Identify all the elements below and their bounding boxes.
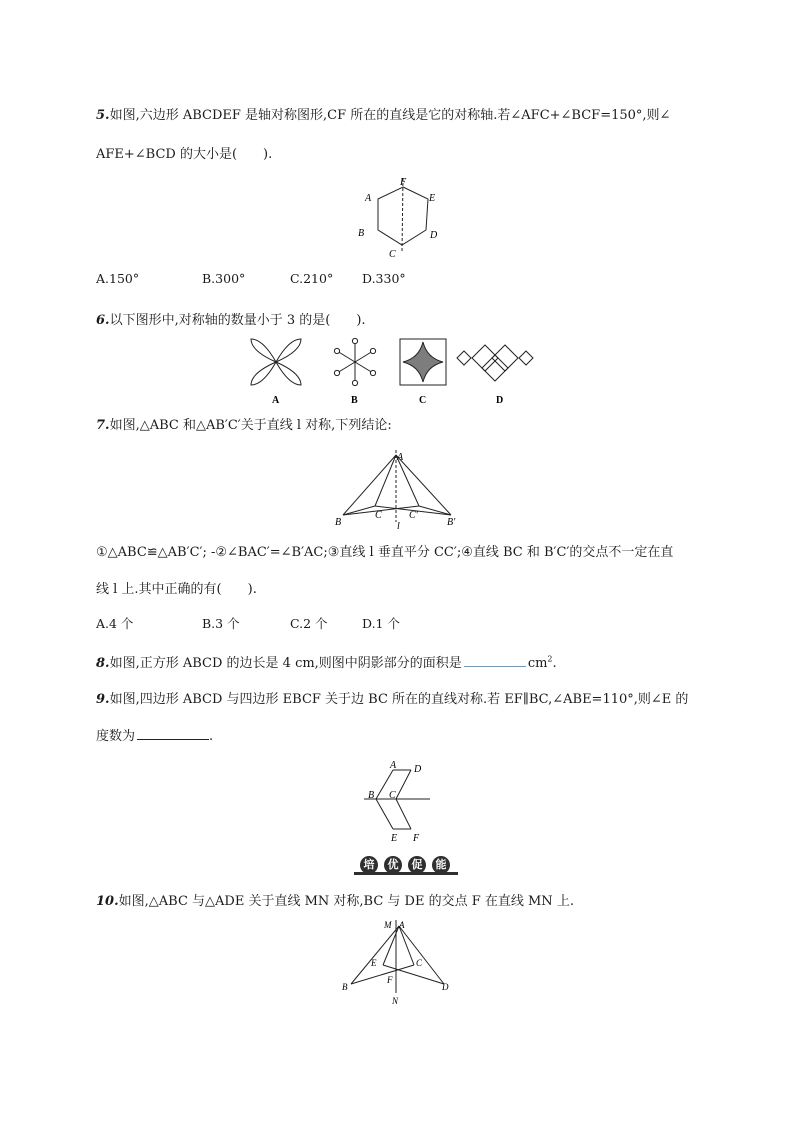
q9-answer-blank[interactable]: [137, 729, 209, 740]
figure-label-d: D: [496, 395, 504, 406]
q5-stem-line2: AFE+∠BCD 的大小是( ).: [96, 147, 273, 162]
label-B: B: [335, 517, 342, 528]
label-l: l: [397, 521, 400, 532]
q9-stem-line2: 度数为: [96, 729, 136, 744]
q5-stem-line1: 如图,六边形 ABCDEF 是轴对称图形,CF 所在的直线是它的对称轴.若∠AFC+∠BCF=150°,则∠: [109, 108, 671, 123]
figure-d-diamonds: [457, 345, 533, 381]
label-E: E: [429, 193, 436, 204]
q7-triangles-figure: [333, 448, 467, 532]
label-C: C: [375, 510, 382, 521]
symmetry-axis: [402, 178, 403, 252]
figure-label-b: B: [351, 395, 358, 406]
label-F: F: [400, 177, 407, 188]
q5-option-d: D.330°: [362, 271, 406, 286]
q7-number: 7.: [96, 418, 110, 433]
q7-option-b: B.3 个: [202, 616, 240, 631]
q5-line1: [96, 104, 670, 123]
figure-label-c: C: [419, 395, 427, 406]
label-M: M: [384, 920, 392, 930]
q9-line2: [96, 725, 213, 744]
label-N: N: [392, 996, 399, 1006]
label-C: C: [416, 958, 423, 968]
label-E: E: [391, 833, 398, 844]
q5-option-c: C.210°: [290, 271, 334, 286]
label-D: D: [442, 982, 449, 992]
figure-label-a: A: [272, 395, 280, 406]
label-B: B: [342, 982, 348, 992]
q9-quadrilaterals-figure: [360, 756, 440, 846]
section-banner: [354, 855, 458, 875]
q5-number: 5.: [96, 108, 110, 123]
q10-symmetric-triangles-figure: [338, 918, 458, 1006]
label-D: D: [414, 764, 422, 775]
label-D: D: [430, 230, 438, 241]
figure-a-petals: [251, 339, 301, 385]
q7-stem-line2: 线 l 上.其中正确的有( ).: [96, 582, 257, 597]
banner-char-3: 促: [408, 856, 426, 874]
q7-option-d: D.1 个: [362, 616, 400, 631]
q5-option-b: B.300°: [202, 271, 246, 286]
banner-char-1: 培: [360, 856, 378, 874]
label-C: C: [389, 249, 396, 260]
q10-number: 10.: [96, 894, 119, 909]
q9-number: 9.: [96, 692, 110, 707]
label-A: A: [365, 193, 372, 204]
label-C-prime: C′: [409, 510, 418, 521]
label-F: F: [413, 833, 420, 844]
q6-stem: 以下图形中,对称轴的数量小于 3 的是( ).: [109, 313, 366, 328]
q10-line: [96, 890, 574, 909]
figure-c-square: [400, 339, 446, 385]
q5-option-a: A.150°: [96, 271, 140, 286]
q8-answer-blank[interactable]: [464, 656, 526, 667]
label-B: B: [358, 228, 365, 239]
q10-stem: 如图,△ABC 与△ADE 关于直线 MN 对称,BC 与 DE 的交点 F 在直线 MN 上.: [118, 894, 574, 909]
q6-figures: [245, 337, 555, 409]
label-F: F: [387, 975, 393, 985]
label-B: B: [368, 790, 375, 801]
label-A: A: [390, 760, 397, 771]
banner-char-2: 优: [384, 856, 402, 874]
label-B-prime: B′: [447, 517, 456, 528]
q7-option-c: C.2 个: [290, 616, 328, 631]
q8-stem: 如图,正方形 ABCD 的边长是 4 cm,则图中阴影部分的面积是: [109, 656, 462, 671]
q9-line1: [96, 688, 688, 707]
q6-number: 6.: [96, 313, 110, 328]
q8-end: .: [552, 656, 557, 671]
q9-stem-line1: 如图,四边形 ABCD 与四边形 EBCF 关于边 BC 所在的直线对称.若 EF∥BC,∠ABE=110°,则∠E 的: [109, 692, 689, 707]
q9-end: .: [209, 729, 214, 744]
label-C: C: [389, 790, 396, 801]
q5-hexagon-figure: [350, 172, 450, 264]
q8-unit-sup: 2: [547, 654, 553, 664]
banner-char-4: 能: [432, 856, 450, 874]
q6-line: [96, 309, 366, 328]
label-A: A: [397, 452, 404, 463]
q7-option-a: A.4 个: [96, 616, 134, 631]
q8-number: 8.: [96, 656, 110, 671]
label-E: E: [371, 958, 377, 968]
q8-unit: cm: [527, 656, 548, 671]
figure-b-spokes: [334, 338, 375, 385]
q7-stem: 如图,△ABC 和△AB′C′关于直线 l 对称,下列结论:: [109, 418, 392, 433]
q7-conclusions: ①△ABC≌△AB′C′; -②∠BAC′=∠B′AC;③直线 l 垂直平分 CC′;④直线 BC 和 B′C′的交点不一定在直: [96, 545, 674, 560]
q7-line: [96, 414, 392, 433]
q8-line: [96, 652, 557, 671]
label-A: A: [399, 920, 405, 930]
